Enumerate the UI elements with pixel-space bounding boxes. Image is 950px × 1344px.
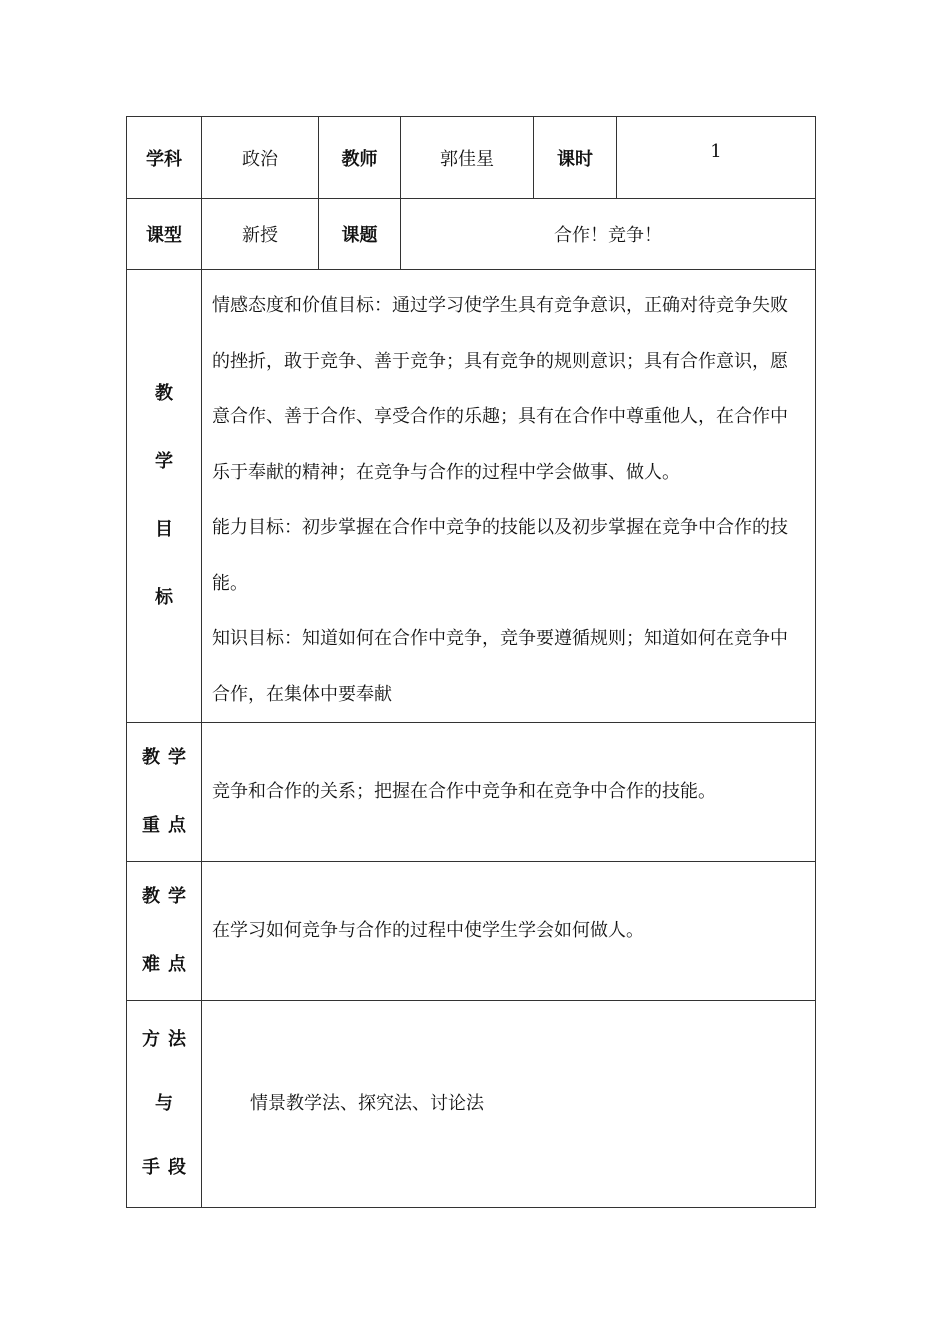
type-value: 新授 — [202, 199, 319, 270]
topic-label: 课题 — [319, 199, 401, 270]
objectives-label-char: 标 — [155, 587, 173, 608]
methods-row — [127, 1001, 816, 1208]
methods-label-line: 方法 — [142, 1029, 194, 1050]
subject-label: 学科 — [127, 117, 202, 199]
topic-value: 合作！竞争！ — [401, 199, 816, 270]
ability-objective: 能力目标：初步掌握在合作中竞争的技能以及初步掌握在竞争中合作的技能。 — [212, 517, 788, 594]
key-points-label-line: 教学 — [142, 747, 194, 768]
key-points-text: 竞争和合作的关系；把握在合作中竞争和在竞争中合作的技能。 — [202, 723, 816, 862]
methods-label-line: 与 — [155, 1093, 181, 1114]
difficulties-text: 在学习如何竞争与合作的过程中使学生学会如何做人。 — [202, 862, 816, 1001]
lesson-plan-table — [126, 116, 816, 1208]
methods-text: 情景教学法、探究法、讨论法 — [202, 1001, 816, 1208]
difficulties-label-line: 难点 — [142, 954, 194, 975]
header-row-2 — [127, 199, 816, 270]
knowledge-objective: 知识目标：知道如何在合作中竞争，竞争要遵循规则；知道如何在竞争中合作，在集体中要奉献 — [212, 628, 788, 705]
emotion-objective: 情感态度和价值目标：通过学习使学生具有竞争意识，正确对待竞争失败的挫折，敢于竞争、善于竞争；具有竞争的规则意识；具有合作意识，愿意合作、善于合作、享受合作的乐趣；具有在合作中尊重他人，在合作中乐于奉献的精神；在竞争与合作的过程中学会做事、做人。 — [212, 295, 788, 483]
key-points-label-line: 重点 — [142, 815, 194, 836]
objectives-content — [202, 270, 816, 723]
methods-label — [127, 1001, 202, 1208]
difficulties-row — [127, 862, 816, 1001]
subject-value: 政治 — [202, 117, 319, 199]
objectives-label-char: 目 — [155, 519, 173, 540]
difficulties-label-line: 教学 — [142, 886, 194, 907]
type-label: 课型 — [127, 199, 202, 270]
teacher-value: 郭佳星 — [401, 117, 534, 199]
objectives-row — [127, 270, 816, 723]
objectives-label-char: 学 — [155, 451, 173, 472]
methods-label-line: 手段 — [142, 1157, 194, 1178]
header-row-1 — [127, 117, 816, 199]
objectives-label-char: 教 — [155, 383, 173, 404]
period-value: 1 — [617, 117, 816, 199]
objectives-label — [127, 270, 202, 723]
period-label: 课时 — [534, 117, 617, 199]
teacher-label: 教师 — [319, 117, 401, 199]
difficulties-label — [127, 862, 202, 1001]
key-points-row — [127, 723, 816, 862]
key-points-label — [127, 723, 202, 862]
